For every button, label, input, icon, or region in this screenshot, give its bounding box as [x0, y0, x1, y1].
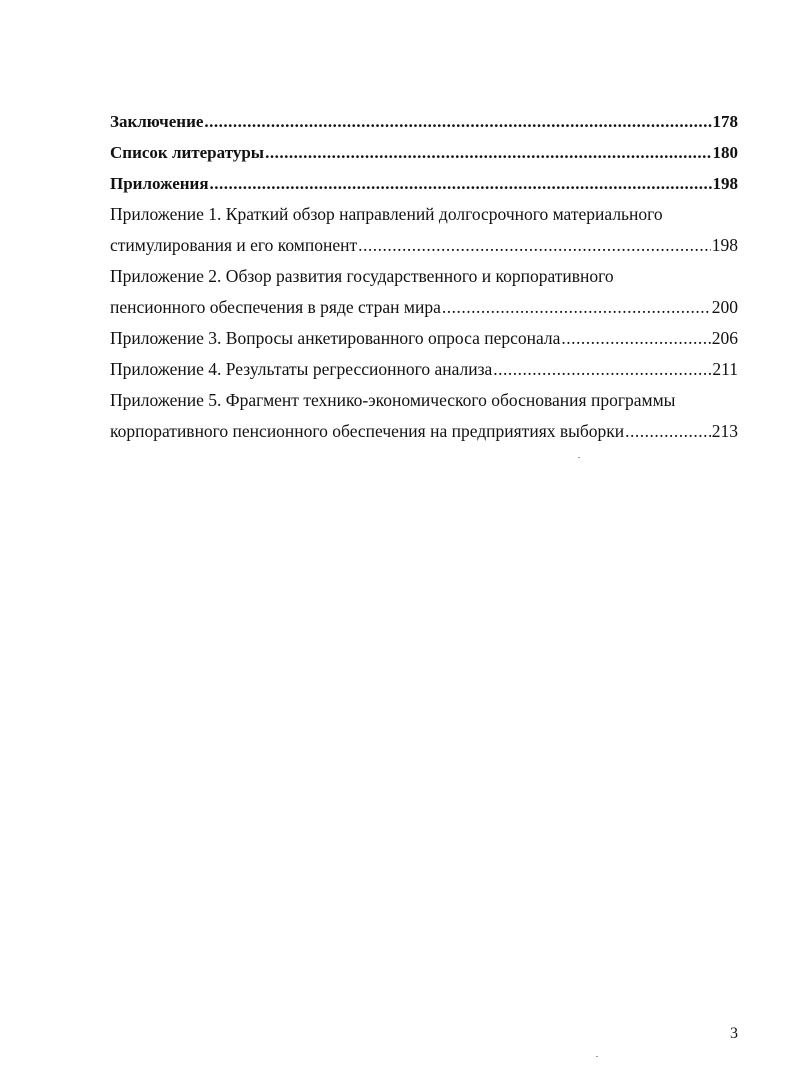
toc-entry-page: 213 — [711, 421, 738, 441]
toc-entry-page: 178 — [712, 112, 738, 131]
toc-entry-title: Заключение — [110, 112, 204, 131]
dot-leader — [358, 230, 711, 261]
toc-entry-page: 198 — [712, 174, 738, 193]
dot-leader — [625, 416, 711, 447]
toc-entry-appendix-2-line1 — [110, 261, 738, 292]
toc-entry-title: Приложение 4. Результаты регрессионного анализа — [110, 359, 493, 379]
toc-entry-title: Приложения — [110, 174, 209, 193]
toc-entry-appendix-5-line2 — [110, 416, 738, 447]
table-of-contents — [110, 106, 738, 447]
toc-entry-page: 211 — [712, 359, 738, 379]
toc-entry-title: Список литературы — [110, 143, 265, 162]
dot-leader — [493, 354, 711, 385]
toc-entry-title: Приложение 3. Вопросы анкетированного опроса персонала — [110, 328, 561, 348]
toc-entry-page: 198 — [711, 235, 738, 255]
toc-entry-page: 206 — [711, 328, 738, 348]
toc-entry-title: Приложение 5. Фрагмент технико-экономического обоснования программы — [110, 390, 676, 410]
toc-entry-references — [110, 137, 738, 168]
toc-entry-page: 180 — [712, 143, 738, 162]
dot-leader — [265, 137, 711, 168]
toc-entry-title-continued: корпоративного пенсионного обеспечения на предприятиях выборки — [110, 421, 625, 441]
dot-leader — [210, 168, 712, 199]
toc-entry-title-continued: пенсионного обеспечения в ряде стран мира — [110, 297, 441, 317]
page-number: 3 — [730, 1025, 738, 1042]
scan-speck — [596, 1056, 598, 1057]
toc-entry-conclusion — [110, 106, 738, 137]
toc-entry-page: 200 — [711, 297, 738, 317]
scan-speck — [578, 457, 580, 458]
toc-entry-appendix-3 — [110, 323, 738, 354]
toc-entry-appendix-4 — [110, 354, 738, 385]
toc-entry-appendix-1-line1 — [110, 199, 738, 230]
toc-entry-title-continued: стимулирования и его компонент — [110, 235, 358, 255]
toc-entry-appendix-5-line1 — [110, 385, 738, 416]
toc-entry-appendix-2-line2 — [110, 292, 738, 323]
dot-leader — [204, 106, 711, 137]
toc-entry-appendix-1-line2 — [110, 230, 738, 261]
toc-entry-title: Приложение 1. Краткий обзор направлений долгосрочного материального — [110, 204, 663, 224]
dot-leader — [442, 292, 711, 323]
dot-leader — [561, 323, 710, 354]
toc-entry-appendices — [110, 168, 738, 199]
toc-entry-title: Приложение 2. Обзор развития государственного и корпоративного — [110, 266, 614, 286]
